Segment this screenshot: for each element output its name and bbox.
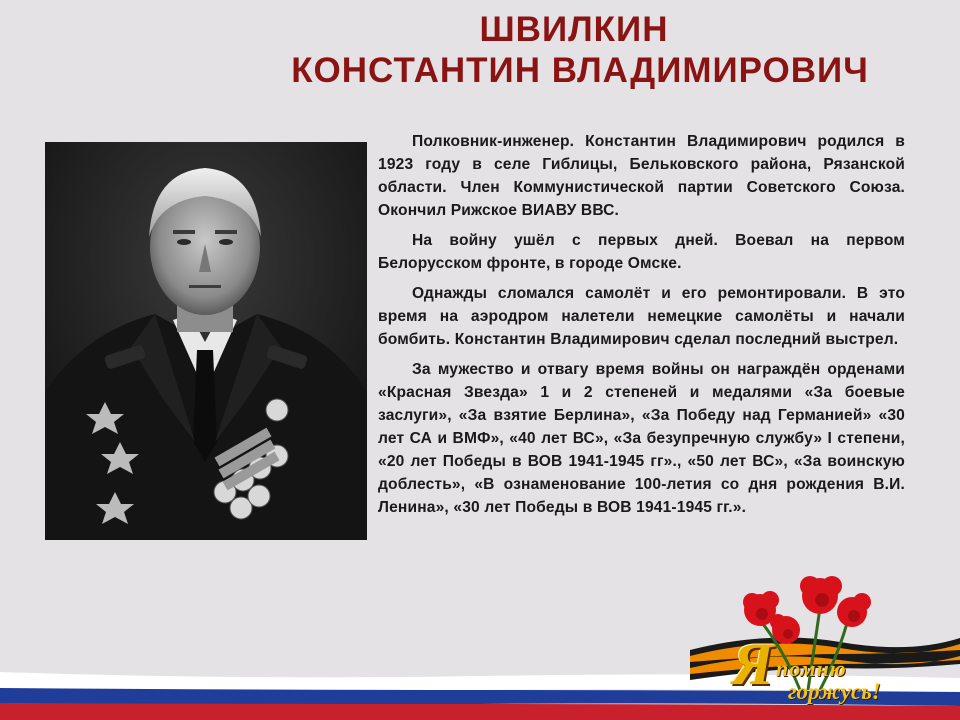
emblem-remember-text: помню (776, 656, 847, 681)
title-full-name: КОНСТАНТИН ВЛАДИМИРОВИЧ (291, 51, 869, 90)
emblem-proud-text: горжусь! (788, 679, 881, 704)
bio-paragraph-3: Однажды сломался самолёт и его ремонтировали. В это время на аэродром налетели немецкие самолёты и начали бомбить. Константин Владимирович сделал последний выстрел. (378, 285, 905, 348)
bio-paragraph-4: За мужество и отвагу время войны он награждён орденами «Красная Звезда» 1 и 2 степеней и медалями «За боевые заслуги», «За взятие Берлина», «За Победу над Германией» «30 лет СА и ВМФ», «40 лет ВС», «За безупречную службу» I степени, «20 лет Победы в ВОВ 1941-1945 гг»., «50 лет ВС», «За воинскую доблесть», «В ознаменование 100-летия со дня рождения В.И. Ленина», «30 лет Победы в ВОВ 1941-1945 гг.». (378, 361, 905, 516)
biography-text (378, 130, 905, 526)
emblem-letter: Я (732, 631, 774, 697)
portrait-photo (45, 142, 367, 540)
remember-proud-emblem (690, 572, 960, 720)
bio-paragraph-1: Полковник-инженер. Константин Владимирович родился в 1923 году в селе Гиблицы, Бельковского района, Рязанской области. Член Коммунистической партии Советского Союза. Окончил Рижское ВИАВУ ВВС. (378, 133, 905, 219)
bio-paragraph-2: На войну ушёл с первых дней. Воевал на первом Белорусском фронте, в городе Омске. (378, 232, 905, 272)
title-surname: ШВИЛКИН (479, 10, 669, 49)
